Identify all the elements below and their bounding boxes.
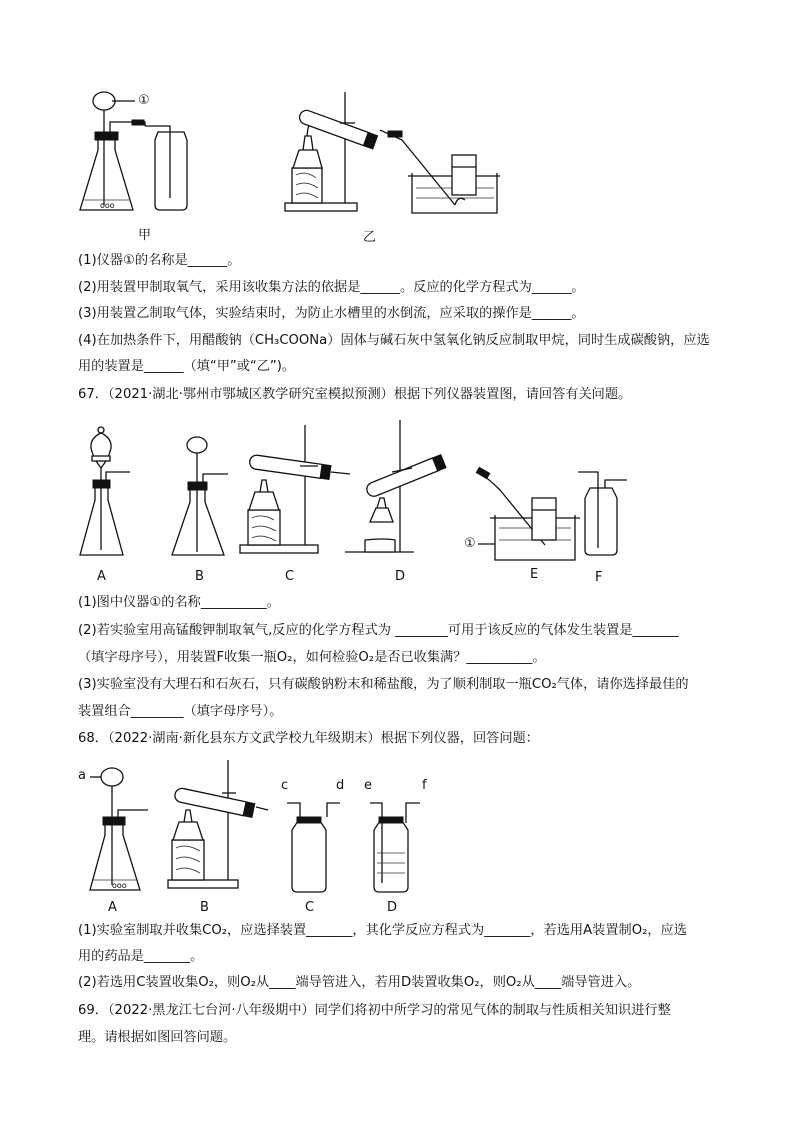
label-b-fig3: B [200,900,209,915]
q66-line-2: (2)用装置甲制取氧气，采用该收集方法的依据是______。反应的化学方程式为______。 [78,280,585,295]
label-c-fig3: C [305,900,315,915]
label-yi: 乙 [363,230,377,245]
label-f: F [595,570,603,585]
apparatus-yi [285,92,500,213]
label-a: A [97,569,106,584]
q66-line-4b: 用的装置是______（填“甲”或“乙”)。 [78,359,296,374]
q67-line-2b: （填字母序号），用装置F收集一瓶O₂，如何检验O₂是否已收集满？__________。 [78,650,546,665]
apparatus-d [345,420,446,552]
apparatus-c [240,425,350,553]
q67-header: 67．（2021·湖北·鄂州市鄂城区教学研究室模拟预测）根据下列仪器装置图，请回答有关问题。 [78,387,632,402]
label-d: D [395,569,406,584]
q66-line-1: (1)仪器①的名称是______。 [78,253,241,268]
tag-c: c [281,778,289,793]
tag-f: f [422,778,427,793]
label-b: B [195,569,204,584]
apparatus-e [476,467,580,560]
q68-line-2: (2)若选用C装置收集O₂，则O₂从____端导管进入，若用D装置收集O₂，则O₂从____端导管进入。 [78,975,641,990]
q69-header-b: 理。请根据如图回答问题。 [78,1030,237,1045]
q69-header-a: 69．（2022·黑龙江七台河·八年级期中）同学们将初中所学习的常见气体的制取与性质相关知识进行整 [78,1003,671,1018]
tag-d: d [336,778,345,793]
label-a-fig3: A [108,900,117,915]
q66-line-4a: (4)在加热条件下，用醋酸钠（CH₃COONa）固体与碱石灰中氢氧化钠反应制取甲烷，同时生成碳酸钠，应选 [78,333,710,348]
apparatus-d-fig3 [370,803,420,892]
tag-e: e [364,778,372,793]
label-c: C [285,569,295,584]
q68-line-1a: (1)实验室制取并收集CO₂，应选择装置_______，其化学反应方程式为_______，若选用A装置制O₂，应选 [78,923,687,938]
q67-line-2a: (2)若实验室用高锰酸钾制取氧气,反应的化学方程式为 ________可用于该反应的气体发生装置是_______ [78,623,679,638]
figure-2-apparatus [0,410,794,570]
apparatus-a [80,427,130,555]
figure-1-apparatus [0,0,794,240]
q67-line-1: (1)图中仪器①的名称__________。 [78,595,280,610]
apparatus-a-fig3 [90,768,148,890]
callout-1-label-fig2: ① [464,536,476,551]
label-jia: 甲 [138,228,152,243]
q68-header: 68．（2022·湖南·新化县东方文武学校九年级期末）根据下列仪器，回答问题： [78,731,539,746]
apparatus-b [172,437,228,555]
q67-line-3a: (3)实验室没有大理石和石灰石，只有碳酸钠粉末和稀盐酸，为了顺利制取一瓶CO₂气体，请你选择最佳的 [78,677,689,692]
tag-a: a [78,768,86,783]
apparatus-c-fig3 [287,803,340,892]
apparatus-b-fig3 [168,760,268,888]
apparatus-f [578,472,627,555]
q66-line-3: (3)用装置乙制取气体，实验结束时，为防止水槽里的水倒流，应采取的操作是______。 [78,306,585,321]
q67-line-3b: 装置组合________（填字母序号）。 [78,704,283,719]
q68-line-1b: 用的药品是_______。 [78,949,204,964]
svg-text:ooo: ooo [112,881,127,890]
label-e: E [530,567,539,582]
svg-text:ooo: ooo [100,201,115,210]
apparatus-jia [80,92,187,210]
callout-1-label: ① [138,93,150,108]
figure-3-apparatus [0,755,794,900]
label-d-fig3: D [387,900,398,915]
